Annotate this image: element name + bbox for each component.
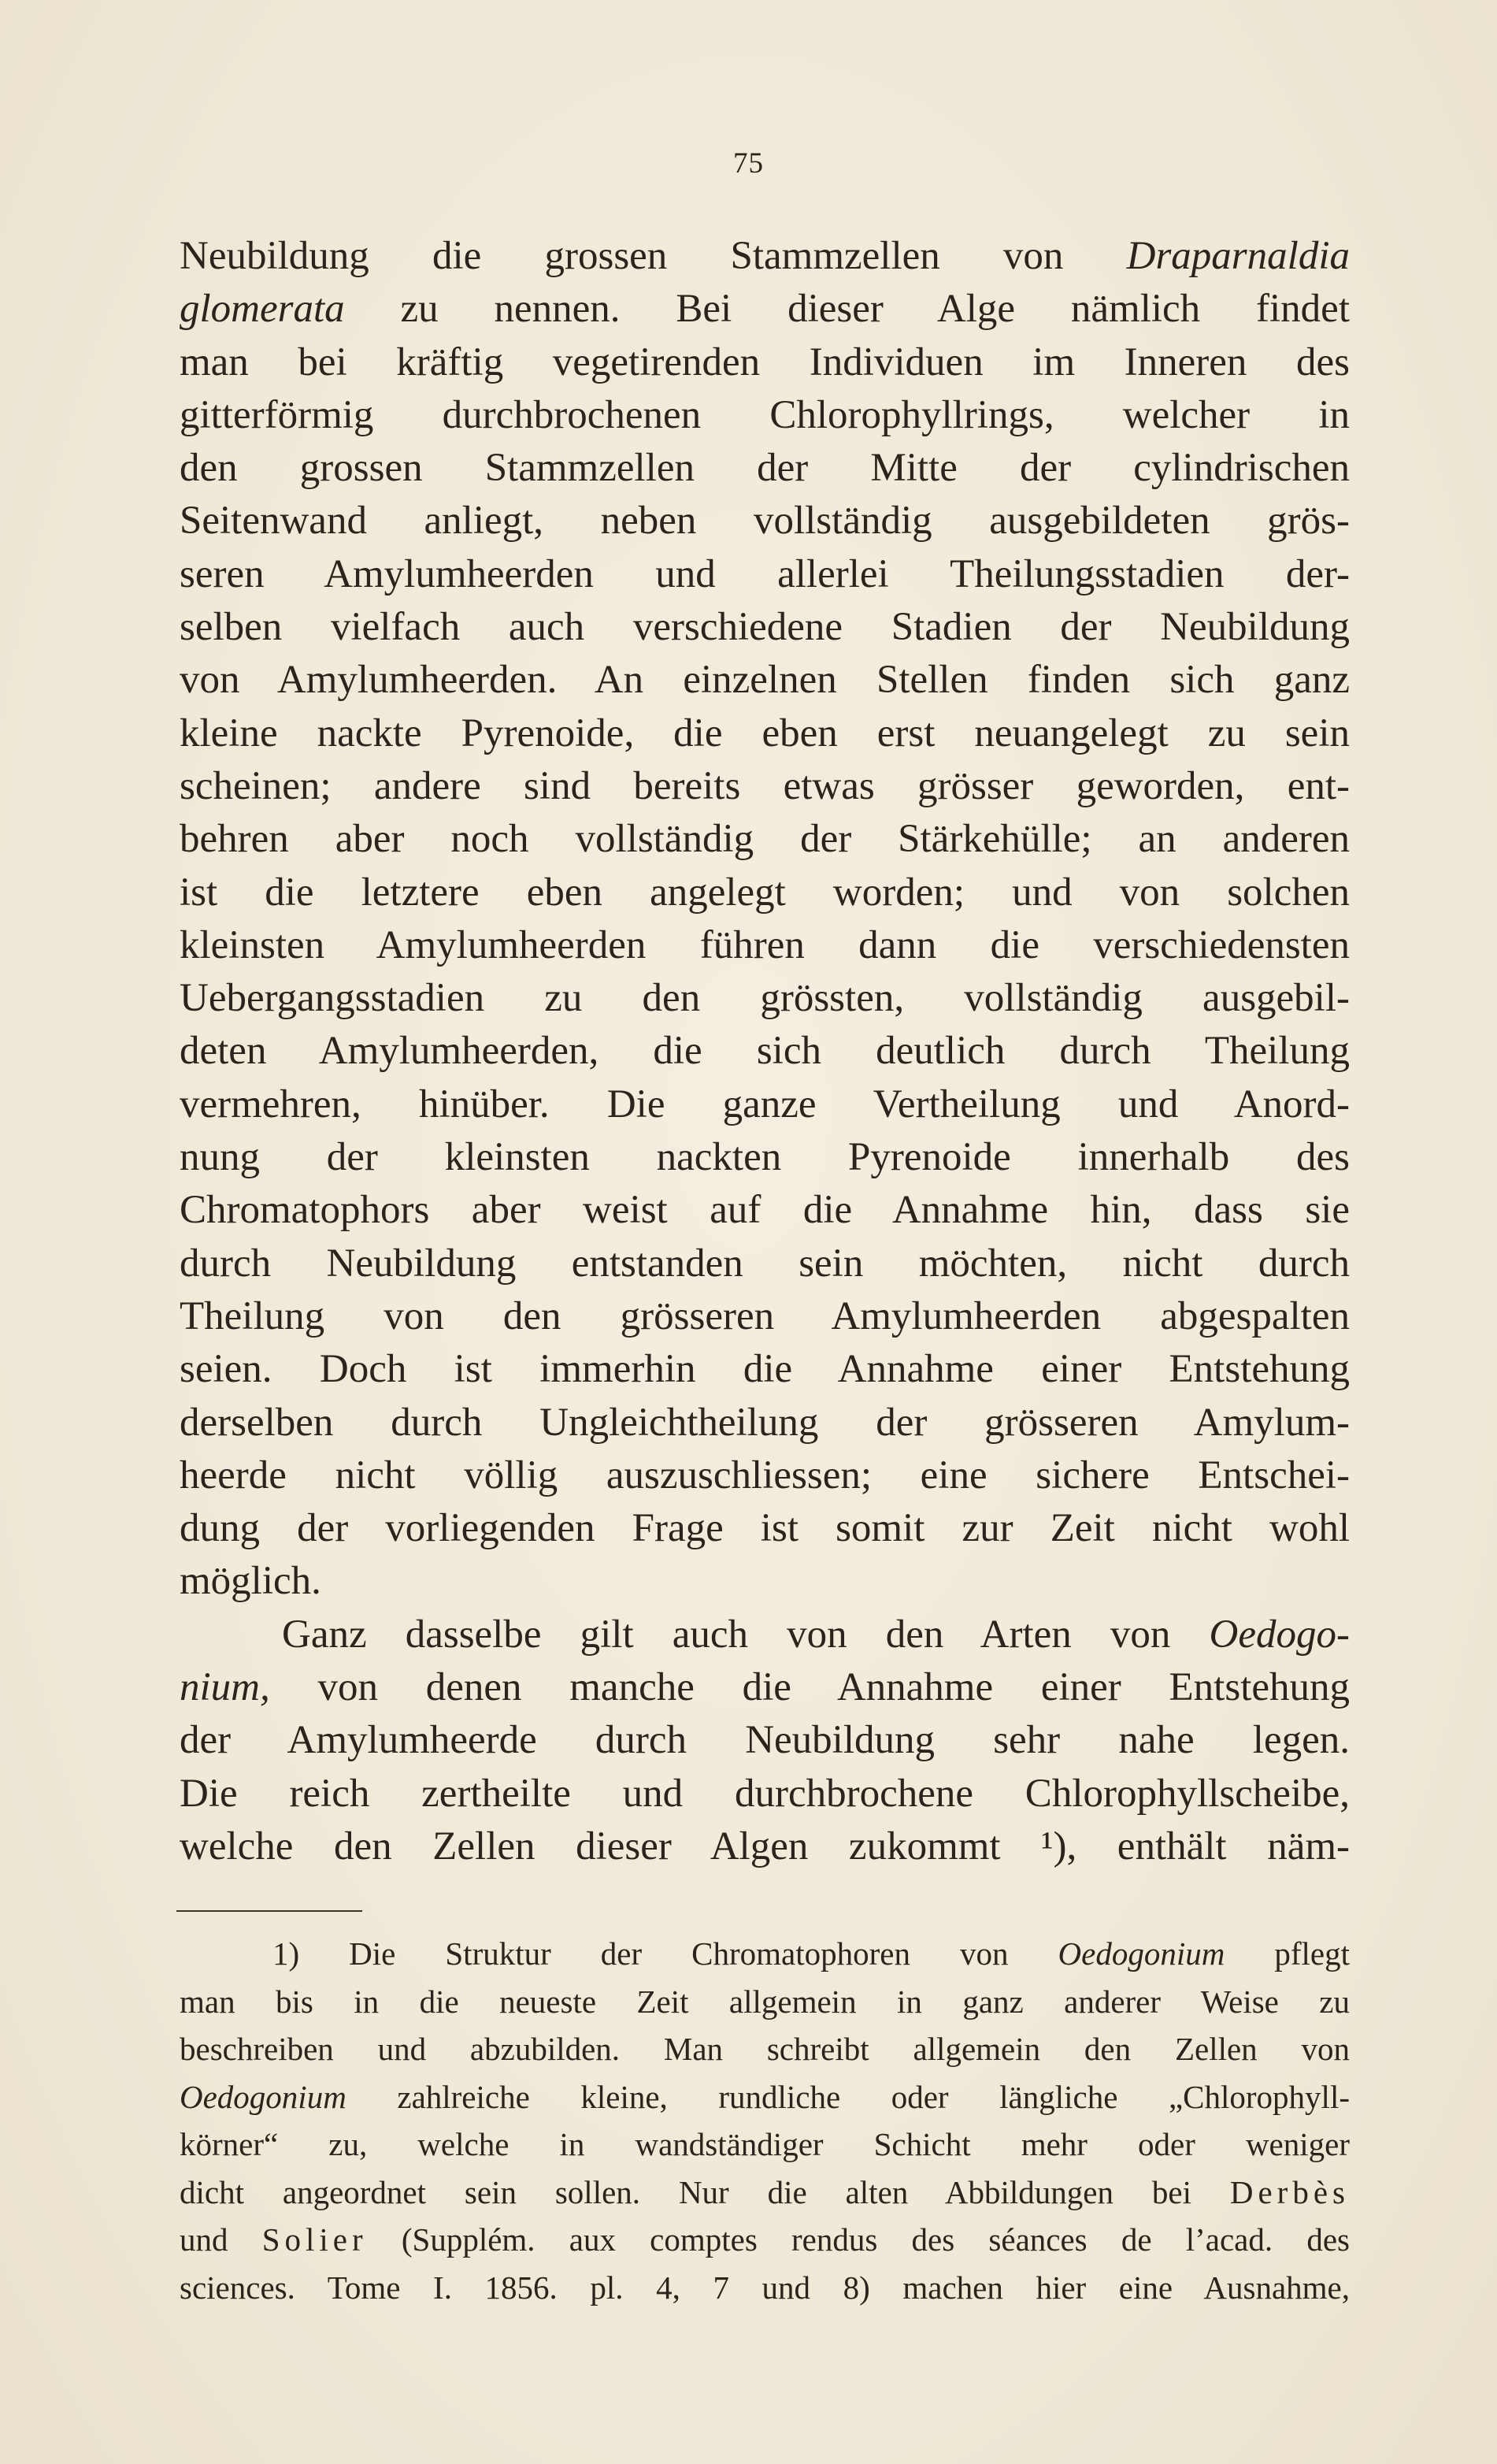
text-segment: seren Amylumheerden und allerlei Theilungsstadien der- (180, 551, 1350, 596)
text-segment: deten Amylumheerden, die sich deutlich durch Theilung (180, 1029, 1350, 1074)
italic-taxon: Draparnaldia (1126, 234, 1350, 278)
text-segment: behren aber noch vollständig der Stärkehülle; an anderen (180, 817, 1350, 862)
italic-taxon: Oedogo- (1209, 1612, 1350, 1657)
text-line (180, 1238, 1350, 1290)
footnote-line (180, 2025, 1350, 2073)
text-line (180, 1078, 1350, 1131)
text-line (180, 442, 1350, 495)
text-segment: von denen manche die Annahme einer Entstehung (269, 1665, 1350, 1710)
text-line (180, 1555, 1350, 1608)
text-segment: seien. Doch ist immerhin die Annahme einer Entstehung (180, 1347, 1350, 1392)
main-text (180, 230, 1350, 1873)
text-line (180, 1131, 1350, 1184)
text-segment: man bis in die neueste Zeit allgemein in ganz anderer Weise zu (180, 1983, 1350, 2020)
text-segment: dung der vorliegenden Frage ist somit zur Zeit nicht wohl (180, 1506, 1350, 1551)
text-line (180, 283, 1350, 336)
text-line (180, 1714, 1350, 1767)
text-segment: zahlreiche kleine, rundliche oder längliche „Chlorophyll- (346, 2078, 1350, 2115)
text-line (180, 1397, 1350, 1449)
text-segment: man bei kräftig vegetirenden Individuen im Inneren des (180, 340, 1350, 384)
text-segment: möglich. (180, 1559, 321, 1604)
text-segment: der Amylumheerde durch Neubildung sehr nahe legen. (180, 1718, 1350, 1763)
text-line (180, 1290, 1350, 1343)
footnote-line (180, 1930, 1350, 1978)
text-line (180, 336, 1350, 389)
text-segment: Chromatophors aber weist auf die Annahme hin, dass sie (180, 1188, 1350, 1233)
text-segment: gitterförmig durchbrochenen Chlorophyllrings, welcher in (180, 392, 1350, 437)
text-segment: derselben durch Ungleichtheilung der grösseren Amylum- (180, 1400, 1350, 1445)
text-segment: Die reich zertheilte und durchbrochene Chlorophyllscheibe, (180, 1771, 1350, 1816)
text-line (180, 495, 1350, 547)
footnote-block (180, 1930, 1350, 2311)
text-segment: nung der kleinsten nackten Pyrenoide innerhalb des (180, 1135, 1350, 1180)
text-line (180, 1184, 1350, 1237)
text-segment: (Supplém. aux comptes rendus des séances de l’acad. des (367, 2221, 1351, 2258)
text-line (180, 601, 1350, 654)
footnote-line (180, 2073, 1350, 2121)
text-segment: pflegt (1225, 1935, 1350, 1972)
text-line (180, 866, 1350, 919)
text-segment: körner“ zu, welche in wandständiger Schicht mehr oder weniger (180, 2126, 1350, 2162)
text-segment: Ganz dasselbe gilt auch von den Arten von (282, 1612, 1210, 1657)
italic-taxon: glomerata (180, 287, 345, 332)
text-line (180, 1820, 1350, 1873)
italic-taxon: nium, (180, 1665, 270, 1710)
footnote-separator (176, 1910, 362, 1912)
text-segment: 1) Die Struktur der Chromatophoren von (272, 1935, 1058, 1972)
text-segment: Theilung von den grösseren Amylumheerden abgespalten (180, 1293, 1350, 1338)
footnote-line (180, 1978, 1350, 2026)
text-segment: kleinsten Amylumheerden führen dann die verschiedensten (180, 922, 1350, 967)
text-line (180, 1661, 1350, 1714)
text-segment: den grossen Stammzellen der Mitte der cylindrischen (180, 446, 1350, 491)
author-name: Solier (261, 2221, 368, 2258)
footnote-line (180, 2264, 1350, 2312)
text-line (180, 1609, 1350, 1661)
text-line (180, 389, 1350, 442)
text-segment: scheinen; andere sind bereits etwas grösser geworden, ent- (180, 763, 1350, 808)
text-segment: zu nennen. Bei dieser Alge nämlich findet (344, 287, 1350, 332)
text-segment: ist die letztere eben angelegt worden; und von solchen (180, 870, 1350, 915)
text-line (180, 1768, 1350, 1820)
text-line (180, 813, 1350, 866)
footnote-line (180, 2169, 1350, 2217)
author-name: Derbès (1229, 2173, 1350, 2210)
page-number: 75 (733, 147, 764, 180)
text-line (180, 1025, 1350, 1078)
text-segment: Neubildung die grossen Stammzellen von (180, 234, 1127, 278)
text-segment: durch Neubildung entstanden sein möchten, nicht durch (180, 1241, 1350, 1286)
text-line (180, 1343, 1350, 1396)
text-line (180, 972, 1350, 1025)
text-segment: kleine nackte Pyrenoide, die eben erst neuangelegt zu sein (180, 711, 1350, 755)
text-segment: Seitenwand anliegt, neben vollständig ausgebildeten grös- (180, 499, 1350, 544)
text-line (180, 1449, 1350, 1502)
text-line (180, 1502, 1350, 1555)
text-segment: vermehren, hinüber. Die ganze Vertheilung und Anord- (180, 1082, 1350, 1126)
footnote-line (180, 2216, 1350, 2264)
text-segment: Uebergangsstadien zu den grössten, vollständig ausgebil- (180, 976, 1350, 1021)
text-line (180, 230, 1350, 283)
text-line (180, 654, 1350, 707)
text-line (180, 919, 1350, 972)
text-segment: dicht angeordnet sein sollen. Nur die alten Abbildungen bei (180, 2173, 1230, 2210)
text-line (180, 548, 1350, 601)
text-segment: und (180, 2221, 262, 2258)
text-segment: von Amylumheerden. An einzelnen Stellen finden sich ganz (180, 658, 1350, 703)
italic-taxon: Oedogonium (180, 2078, 346, 2115)
italic-taxon: Oedogonium (1058, 1935, 1225, 1972)
footnote-line (180, 2121, 1350, 2169)
text-line (180, 760, 1350, 813)
text-segment: welche den Zellen dieser Algen zukommt ¹), enthält näm- (180, 1824, 1350, 1868)
text-segment: beschreiben und abzubilden. Man schreibt allgemein den Zellen von (180, 2031, 1350, 2067)
text-line (180, 707, 1350, 760)
text-segment: selben vielfach auch verschiedene Stadien der Neubildung (180, 605, 1350, 650)
text-segment: sciences. Tome I. 1856. pl. 4, 7 und 8) machen hier eine Ausnahme, (180, 2269, 1350, 2306)
text-segment: heerde nicht völlig auszuschliessen; eine sichere Entschei- (180, 1453, 1350, 1497)
